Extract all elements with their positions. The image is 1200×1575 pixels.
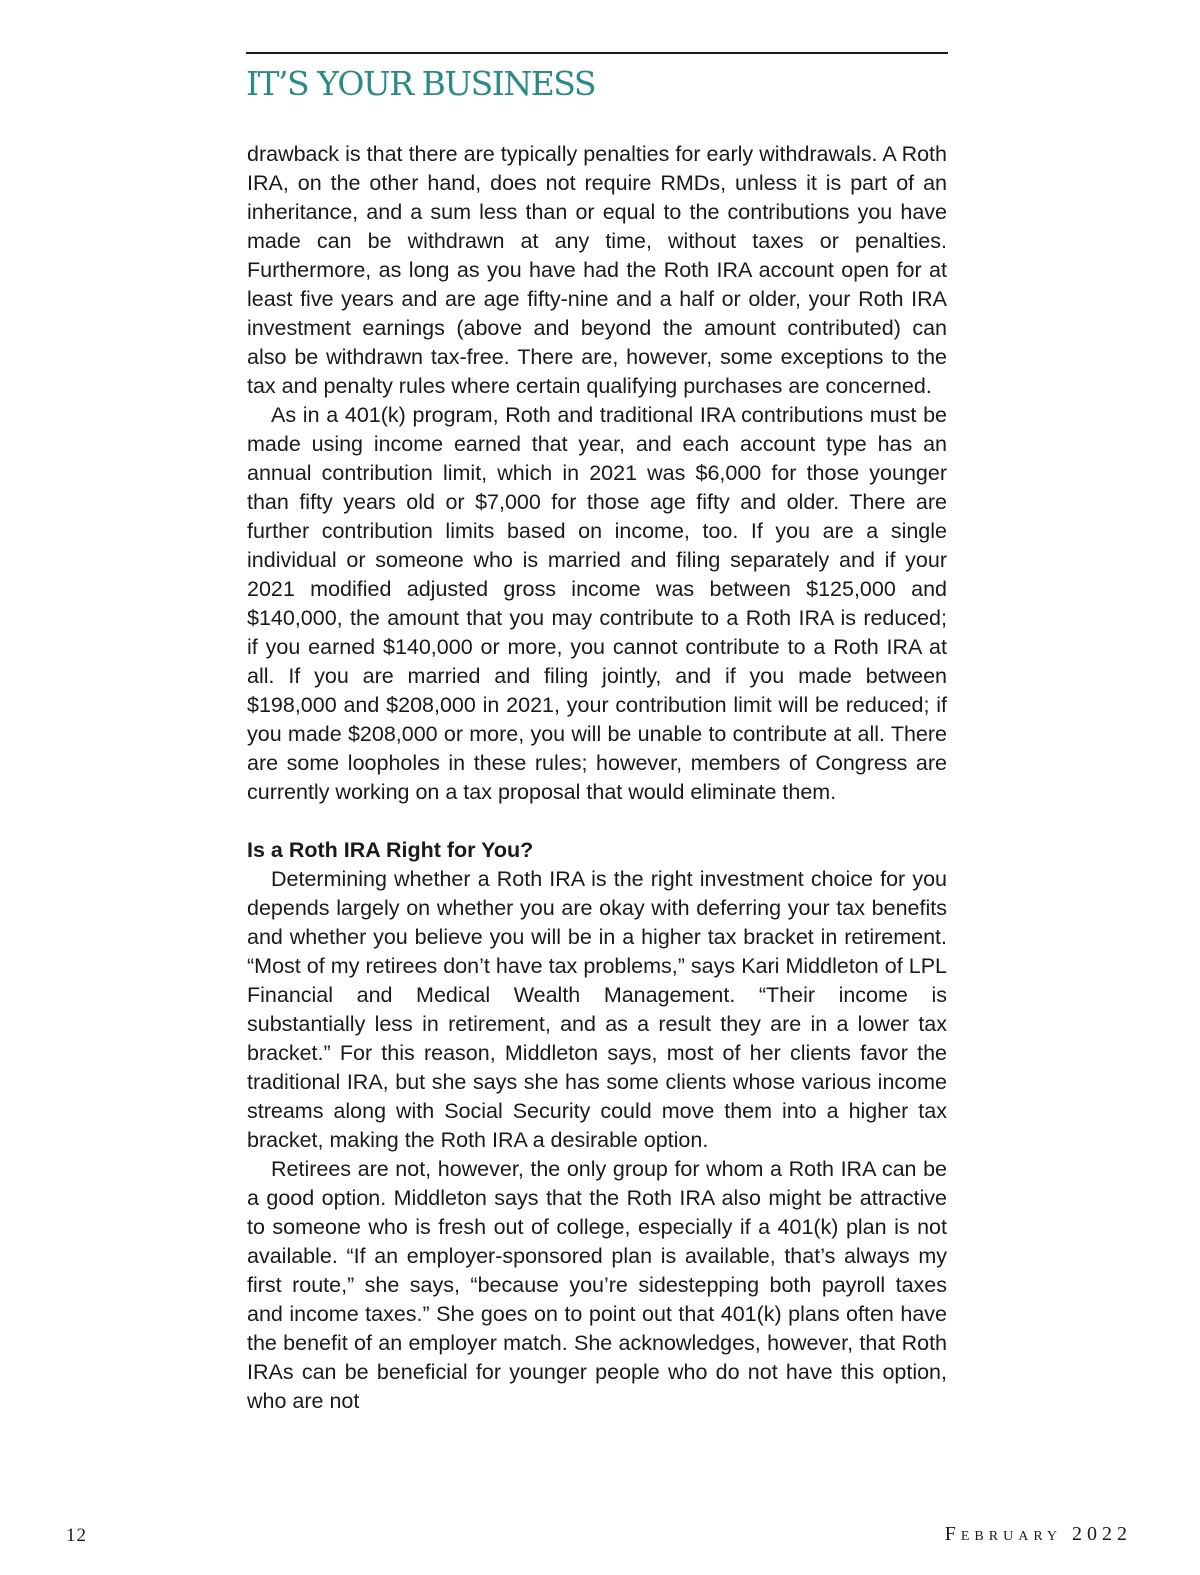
article-paragraph: drawback is that there are typically penalties for early withdrawals. A Roth IRA, on the other hand, does not require RMDs, unless it is part of an inheritance, and a sum less than or equal to the contributions you have made can be withdrawn at any time, without taxes or penalties. Furthermore, as long as you have had the Roth IRA account open for at least five years and are age fifty-nine and a half or older, your Roth IRA investment earnings (above and beyond the amount contributed) can also be withdrawn tax-free. There are, however, some exceptions to the tax and penalty rules where certain qualifying purchases are concerned. [247, 142, 947, 398]
header-rule [246, 52, 948, 54]
article-body [247, 140, 947, 1416]
issue-date: February 2022 [944, 1523, 1132, 1545]
article-subheading: Is a Roth IRA Right for You? [247, 838, 534, 862]
article-paragraph: Retirees are not, however, the only group for whom a Roth IRA can be a good option. Middleton says that the Roth IRA also might be attractive to someone who is fresh out of college, especially if a 401(k) plan is not available. “If an employer-sponsored plan is available, that’s always my first route,” she says, “because you’re sidestepping both payroll taxes and income taxes.” She goes on to point out that 401(k) plans often have the benefit of an employer match. She acknowledges, however, that Roth IRAs can be beneficial for younger people who do not have this option, who are not [247, 1157, 947, 1413]
section-title: IT’S YOUR BUSINESS [246, 64, 595, 103]
article-paragraph: As in a 401(k) program, Roth and traditional IRA contributions must be made using income earned that year, and each account type has an annual contribution limit, which in 2021 was $6,000 for those younger than fifty years old or $7,000 for those age fifty and older. There are further contribution limits based on income, too. If you are a single individual or someone who is married and filing separately and if your 2021 modified adjusted gross income was between $125,000 and $140,000, the amount that you may contribute to a Roth IRA is reduced; if you earned $140,000 or more, you cannot contribute to a Roth IRA at all. If you are married and filing jointly, and if you made between $198,000 and $208,000 in 2021, your contribution limit will be reduced; if you made $208,000 or more, you will be unable to contribute at all. There are some loopholes in these rules; however, members of Congress are currently working on a tax proposal that would eliminate them. [247, 403, 947, 804]
article-paragraph: Determining whether a Roth IRA is the right investment choice for you depends largely on whether you are okay with deferring your tax benefits and whether you believe you will be in a higher tax bracket in retirement. “Most of my retirees don’t have tax problems,” says Kari Middleton of LPL Financial and Medical Wealth Management. “Their income is substantially less in retirement, and as a result they are in a lower tax bracket.” For this reason, Middleton says, most of her clients favor the traditional IRA, but she says she has some clients whose various income streams along with Social Security could move them into a higher tax bracket, making the Roth IRA a desirable option. [247, 867, 947, 1152]
page-number: 12 [66, 1525, 87, 1546]
